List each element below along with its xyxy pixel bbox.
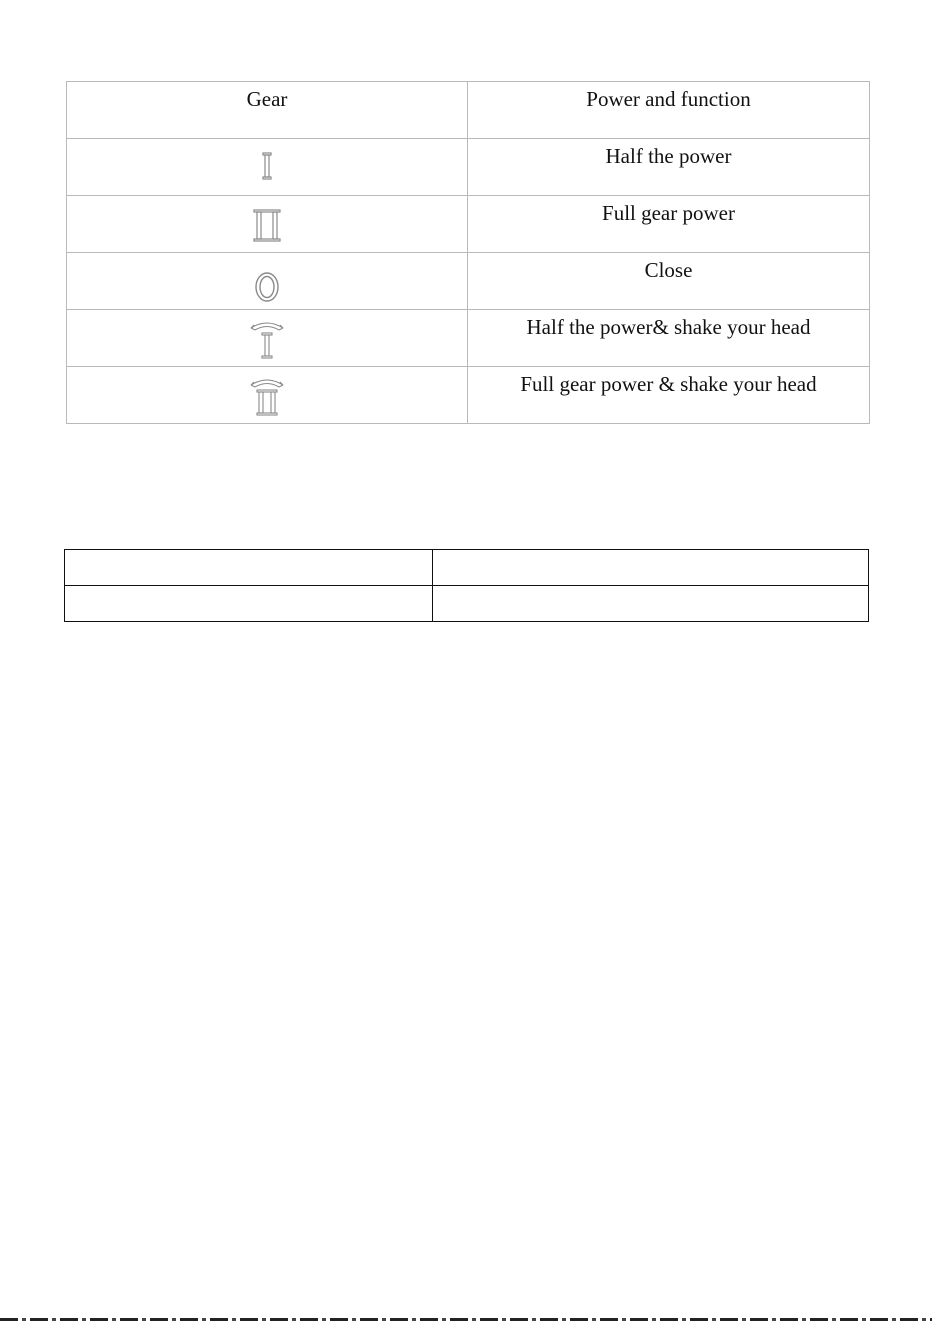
function-label: Full gear power: [602, 201, 735, 225]
empty-table: [64, 549, 869, 622]
function-cell: [468, 253, 870, 310]
header-function-cell: [468, 82, 870, 139]
function-cell: [468, 367, 870, 424]
function-label: Half the power: [605, 144, 732, 168]
function-label: Full gear power & shake your head: [520, 372, 817, 396]
roman-two-oscillate-icon: [247, 373, 287, 417]
table-cell: [65, 550, 433, 586]
table-row: [67, 139, 870, 196]
gear-cell: [67, 253, 468, 310]
table-header-row: [67, 82, 870, 139]
function-label: Close: [644, 258, 693, 282]
table-row: [65, 550, 869, 586]
gear-cell: [67, 310, 468, 367]
function-cell: [468, 196, 870, 253]
gear-cell: [67, 367, 468, 424]
table-cell: [433, 550, 869, 586]
gear-power-table: [66, 81, 870, 424]
header-gear-cell: [67, 82, 468, 139]
zero-off-icon: [247, 259, 287, 303]
roman-one-icon: [247, 145, 287, 189]
header-function-label: Power and function: [586, 87, 751, 111]
page-bottom-rule: [0, 1318, 932, 1321]
table-row: [67, 310, 870, 367]
header-gear-label: Gear: [246, 87, 288, 111]
table-row: [67, 367, 870, 424]
table-cell: [433, 586, 869, 622]
table-row: [65, 586, 869, 622]
roman-two-icon: [247, 202, 287, 246]
table-row: [67, 196, 870, 253]
gear-cell: [67, 196, 468, 253]
function-cell: [468, 139, 870, 196]
function-cell: [468, 310, 870, 367]
function-label: Half the power& shake your head: [526, 315, 811, 339]
gear-cell: [67, 139, 468, 196]
roman-one-oscillate-icon: [247, 316, 287, 360]
table-cell: [65, 586, 433, 622]
table-row: [67, 253, 870, 310]
